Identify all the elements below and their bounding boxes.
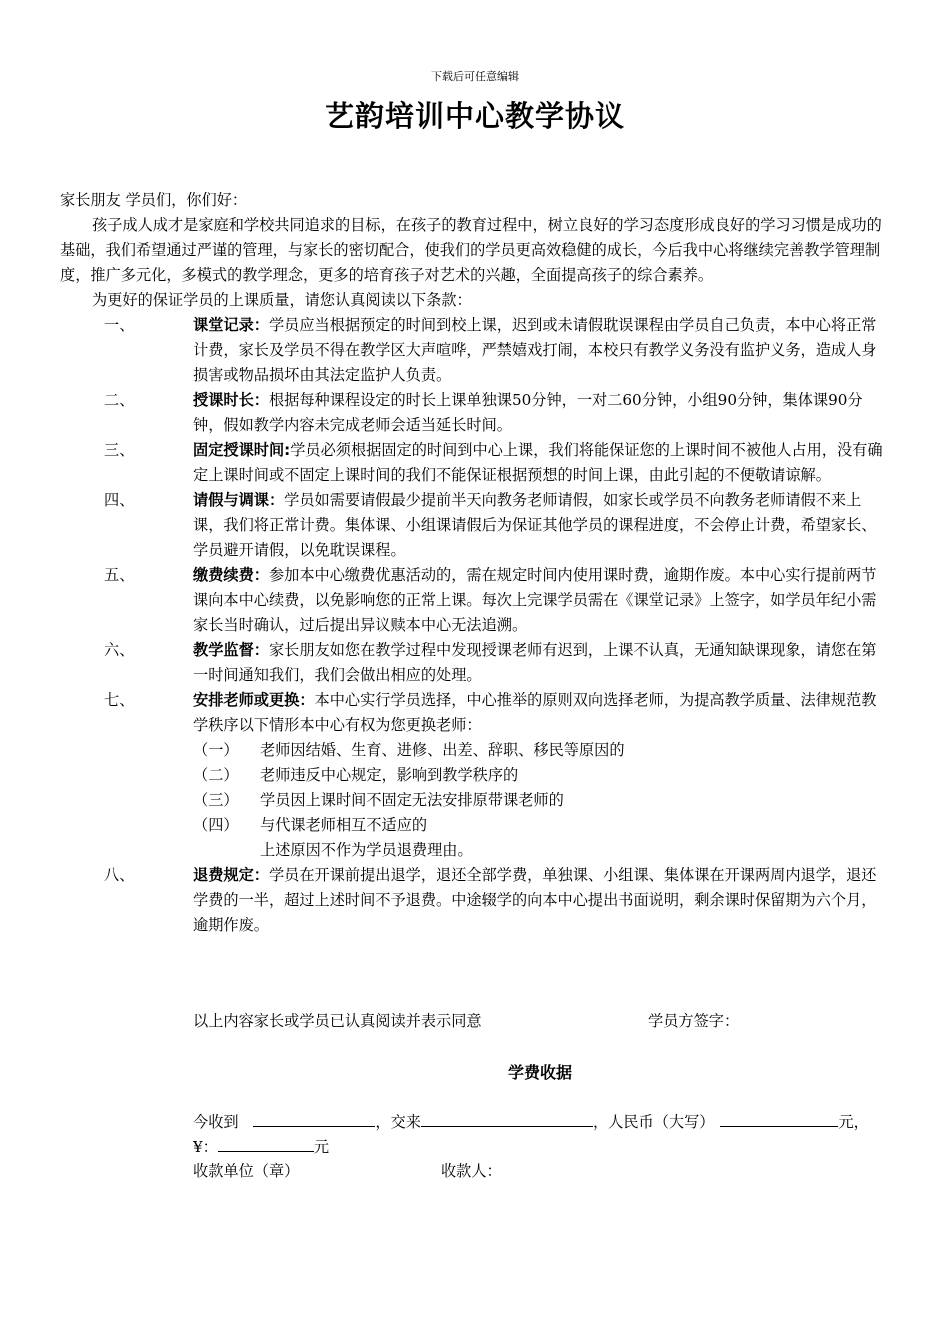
sub-item-text: 学员因上课时间不固定无法安排原带课老师的 (260, 791, 564, 809)
sub-item-number: （三） (193, 791, 239, 809)
clause-6 (60, 638, 890, 688)
yuan-comma-label: 元， (838, 1113, 869, 1131)
agreement-line (193, 1010, 893, 1031)
rmb-upper-label: ，人民币（大写） (592, 1113, 715, 1131)
clause-5 (60, 563, 890, 638)
clause-label: 授课时长： (193, 391, 269, 409)
yuan-label: 元 (313, 1138, 330, 1156)
paid-for-blank[interactable] (421, 1110, 593, 1127)
rmb-upper-blank[interactable] (720, 1110, 838, 1127)
sub-note: 上述原因不作为学员退费理由。 (260, 841, 473, 859)
receipt-title: 学费收据 (507, 1063, 572, 1082)
clause-number: 七、 (104, 691, 135, 709)
payee-label: 收款人： (440, 1162, 502, 1180)
clause-7 (60, 688, 890, 738)
sub-item (60, 738, 890, 763)
clause-label: 安排老师或更换： (193, 691, 315, 709)
clause-text: 本中心实行学员选择，中心推举的原则双向选择老师，为提高教学质量、法律规范教学秩序以下情形本中心有权为您更换老师： (193, 691, 877, 734)
sub-item-text: 老师违反中心规定，影响到教学秩序的 (260, 766, 519, 784)
sub-item-text: 与代课老师相互不适应的 (260, 816, 428, 834)
greeting: 家长朋友 学员们，你们好： (60, 191, 248, 209)
clause-4 (60, 488, 890, 563)
clause-number: 五、 (104, 566, 135, 584)
yen-amount-blank[interactable] (218, 1135, 314, 1152)
sub-item (60, 788, 890, 813)
receiving-unit-label: 收款单位（章） (193, 1162, 300, 1180)
clause-number: 一、 (104, 316, 135, 334)
sub-item-number: （二） (193, 766, 239, 784)
agreement-text: 以上内容家长或学员已认真阅读并表示同意 (193, 1012, 482, 1030)
clause-label: 课堂记录： (193, 316, 269, 334)
clause-2 (60, 388, 890, 438)
header-note: 下载后可任意编辑 (431, 70, 519, 83)
clause-number: 八、 (104, 866, 135, 884)
clause-text: 学员必须根据固定的时间到中心上课，我们将能保证您的上课时间不被他人占用，没有确定上课时间或不固定上课时间的我们不能保证根据预想的时间上课，由此引起的不便敬请谅解。 (193, 441, 883, 484)
sub-item-number: （四） (193, 816, 239, 834)
received-from-label: 今收到 (193, 1113, 239, 1131)
clause-number: 二、 (104, 391, 135, 409)
intro-paragraph: 孩子成人成才是家庭和学校共同追求的目标，在孩子的教育过程中，树立良好的学习态度形成良好的学习习惯是成功的基础，我们希望通过严谨的管理，与家长的密切配合，使我们的学员更高效稳健的成长，今后我中心将继续完善教学管理制度，推广多元化，多模式的教学理念，更多的培育孩子对艺术的兴趣，全面提高孩子的综合素养。 (60, 216, 882, 284)
sub-item-text: 老师因结婚、生育、进修、出差、辞职、移民等原因的 (260, 741, 625, 759)
clause-3 (60, 438, 890, 488)
clause-label: 固定授课时间: (193, 441, 291, 459)
receipt-line-1 (193, 1110, 869, 1132)
receipt-line-2 (193, 1135, 329, 1157)
clause-label: 教学监督： (193, 641, 269, 659)
clause-text: 参加本中心缴费优惠活动的，需在规定时间内使用课时费，逾期作废。本中心实行提前两节课向本中心续费，以免影响您的正常上课。每次上完课学员需在《课堂记录》上签字，如学员年纪小需家长当时确认，过后提出异议赎本中心无法追溯。 (193, 566, 877, 634)
clause-text: 家长朋友如您在教学过程中发现授课老师有迟到，上课不认真，无通知缺课现象，请您在第一时间通知我们，我们会做出相应的处理。 (193, 641, 877, 684)
document-body (60, 188, 890, 938)
clause-text: 学员应当根据预定的时间到校上课，迟到或未请假耽误课程由学员自己负责，本中心将正常计费，家长及学员不得在教学区大声喧哗，严禁嬉戏打闹，本校只有教学义务没有监护义务，造成人身损害或物品损坏由其法定监护人负责。 (193, 316, 877, 384)
clause-number: 四、 (104, 491, 135, 509)
signature-label: 学员方签字： (648, 1012, 740, 1030)
clause-1 (60, 313, 890, 388)
clause-number: 六、 (104, 641, 135, 659)
sub-item-number: （一） (193, 741, 239, 759)
clause-text: 学员在开课前提出退学，退还全部学费，单独课、小组课、集体课在开课两周内退学，退还学费的一半，超过上述时间不予退费。中途辍学的向本中心提出书面说明，剩余课时保留期为六个月，逾期作废。 (193, 866, 877, 934)
clause-label: 请假与调课： (193, 491, 285, 509)
sub-item (60, 813, 890, 838)
clause-label: 缴费续费： (193, 566, 269, 584)
clause-text: 学员如需要请假最少提前半天向教务老师请假，如家长或学员不向教务老师请假不来上课，我们将正常计费。集体课、小组课请假后为保证其他学员的课程进度，不会停止计费，希望家长、学员避开请假，以免耽误课程。 (193, 491, 877, 559)
document-title: 艺韵培训中心教学协议 (324, 99, 625, 133)
yen-label: ¥： (193, 1138, 218, 1156)
paid-for-label: ，交来 (375, 1113, 421, 1131)
receipt-line-3 (193, 1160, 502, 1181)
clause-label: 退费规定： (193, 866, 269, 884)
lead-paragraph: 为更好的保证学员的上课质量，请您认真阅读以下条款： (92, 291, 472, 309)
clause-number: 三、 (104, 441, 135, 459)
sub-item (60, 763, 890, 788)
received-from-blank[interactable] (253, 1110, 375, 1127)
clause-8 (60, 863, 890, 938)
clause-text: 根据每种课程设定的时长上课单独课50分钟，一对二60分钟，小组90分钟，集体课90分钟，假如教学内容未完成老师会适当延长时间。 (193, 391, 863, 434)
